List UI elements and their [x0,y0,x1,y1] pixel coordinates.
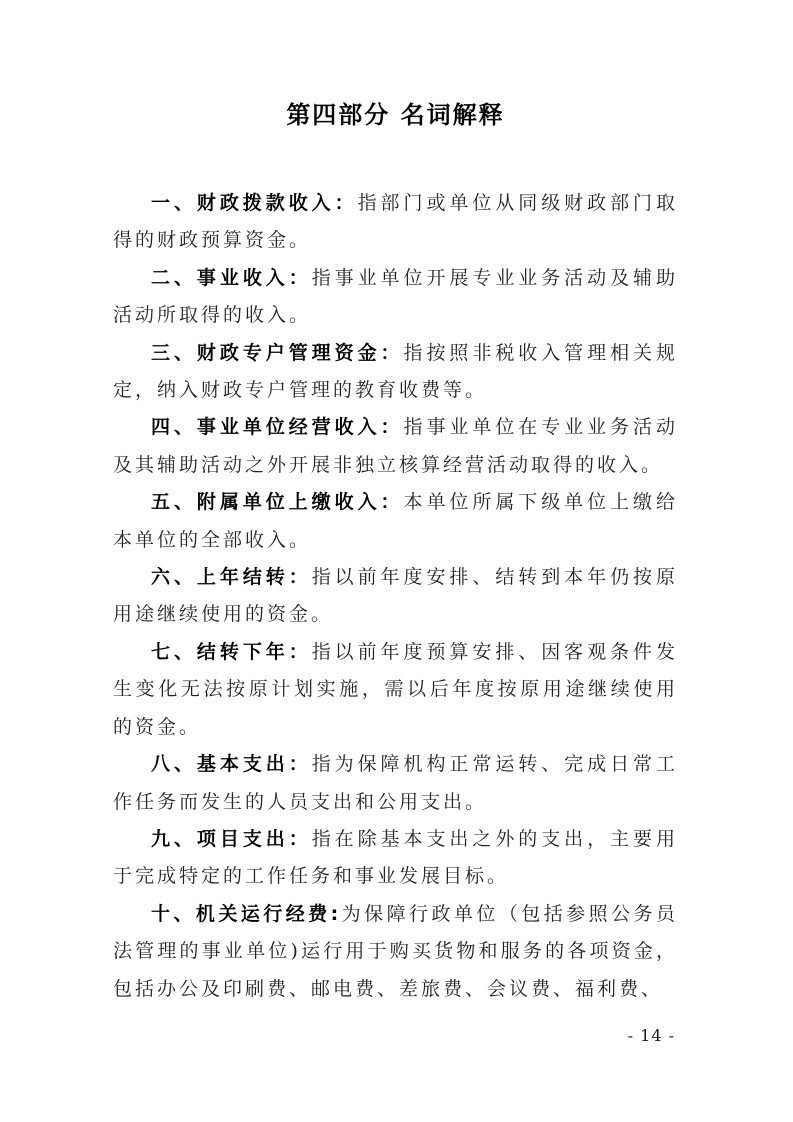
term-definition: 指部门或单位从同级财政部门取得的财政预算资金。 [113,192,678,252]
page-number: - 14 - [627,1026,675,1045]
term-paragraph [113,484,678,559]
term-label: 五、附属单位上缴收入： [151,491,404,514]
term-paragraph [113,821,678,896]
term-label: 一、财政拨款收入： [151,192,358,214]
term-label: 十、机关运行经费: [151,902,342,925]
term-definition: 指事业单位开展专业业务活动及辅助活动所取得的收入。 [113,266,678,327]
term-label: 七、结转下年： [151,640,312,663]
term-definition: 指为保障机构正常运转、完成日常工作任务而发生的人员支出和公用支出。 [113,753,678,813]
term-label: 二、事业收入： [151,266,312,289]
term-paragraph [113,634,678,746]
term-label: 三、财政专户管理资金： [151,341,404,364]
term-definition: 指以前年度预算安排、因客观条件发生变化无法按原计划实施，需以后年度按原用途继续使用的资金。 [113,640,678,738]
term-paragraph [113,559,678,634]
term-definition: 指在除基本支出之外的支出，主要用于完成特定的工作任务和事业发展目标。 [113,827,678,888]
term-definition: 指事业单位在专业业务活动及其辅助活动之外开展非独立核算经营活动取得的收入。 [113,416,678,476]
term-definition: 指按照非税收入管理相关规定，纳入财政专户管理的教育收费等。 [113,341,678,402]
term-definition: 本单位所属下级单位上缴给本单位的全部收入。 [113,491,678,551]
term-paragraph [113,746,678,821]
term-label: 四、事业单位经营收入： [151,416,404,439]
term-label: 八、基本支出： [151,753,312,776]
term-paragraph [113,185,678,260]
terms-list [113,185,678,1008]
term-definition: 为保障行政单位（包括参照公务员法管理的事业单位)运行用于购买货物和服务的各项资金，包括办公及印刷费、邮电费、差旅费、会议费、福利费、 [113,902,678,1000]
term-paragraph [113,409,678,484]
term-paragraph [113,260,678,335]
term-paragraph [113,335,678,410]
page-title: 第四部分 名词解释 [286,101,505,129]
term-paragraph [113,896,678,1008]
term-label: 九、项目支出： [151,827,312,850]
term-label: 六、上年结转： [151,566,312,589]
term-definition: 指以前年度安排、结转到本年仍按原用途继续使用的资金。 [113,566,678,626]
